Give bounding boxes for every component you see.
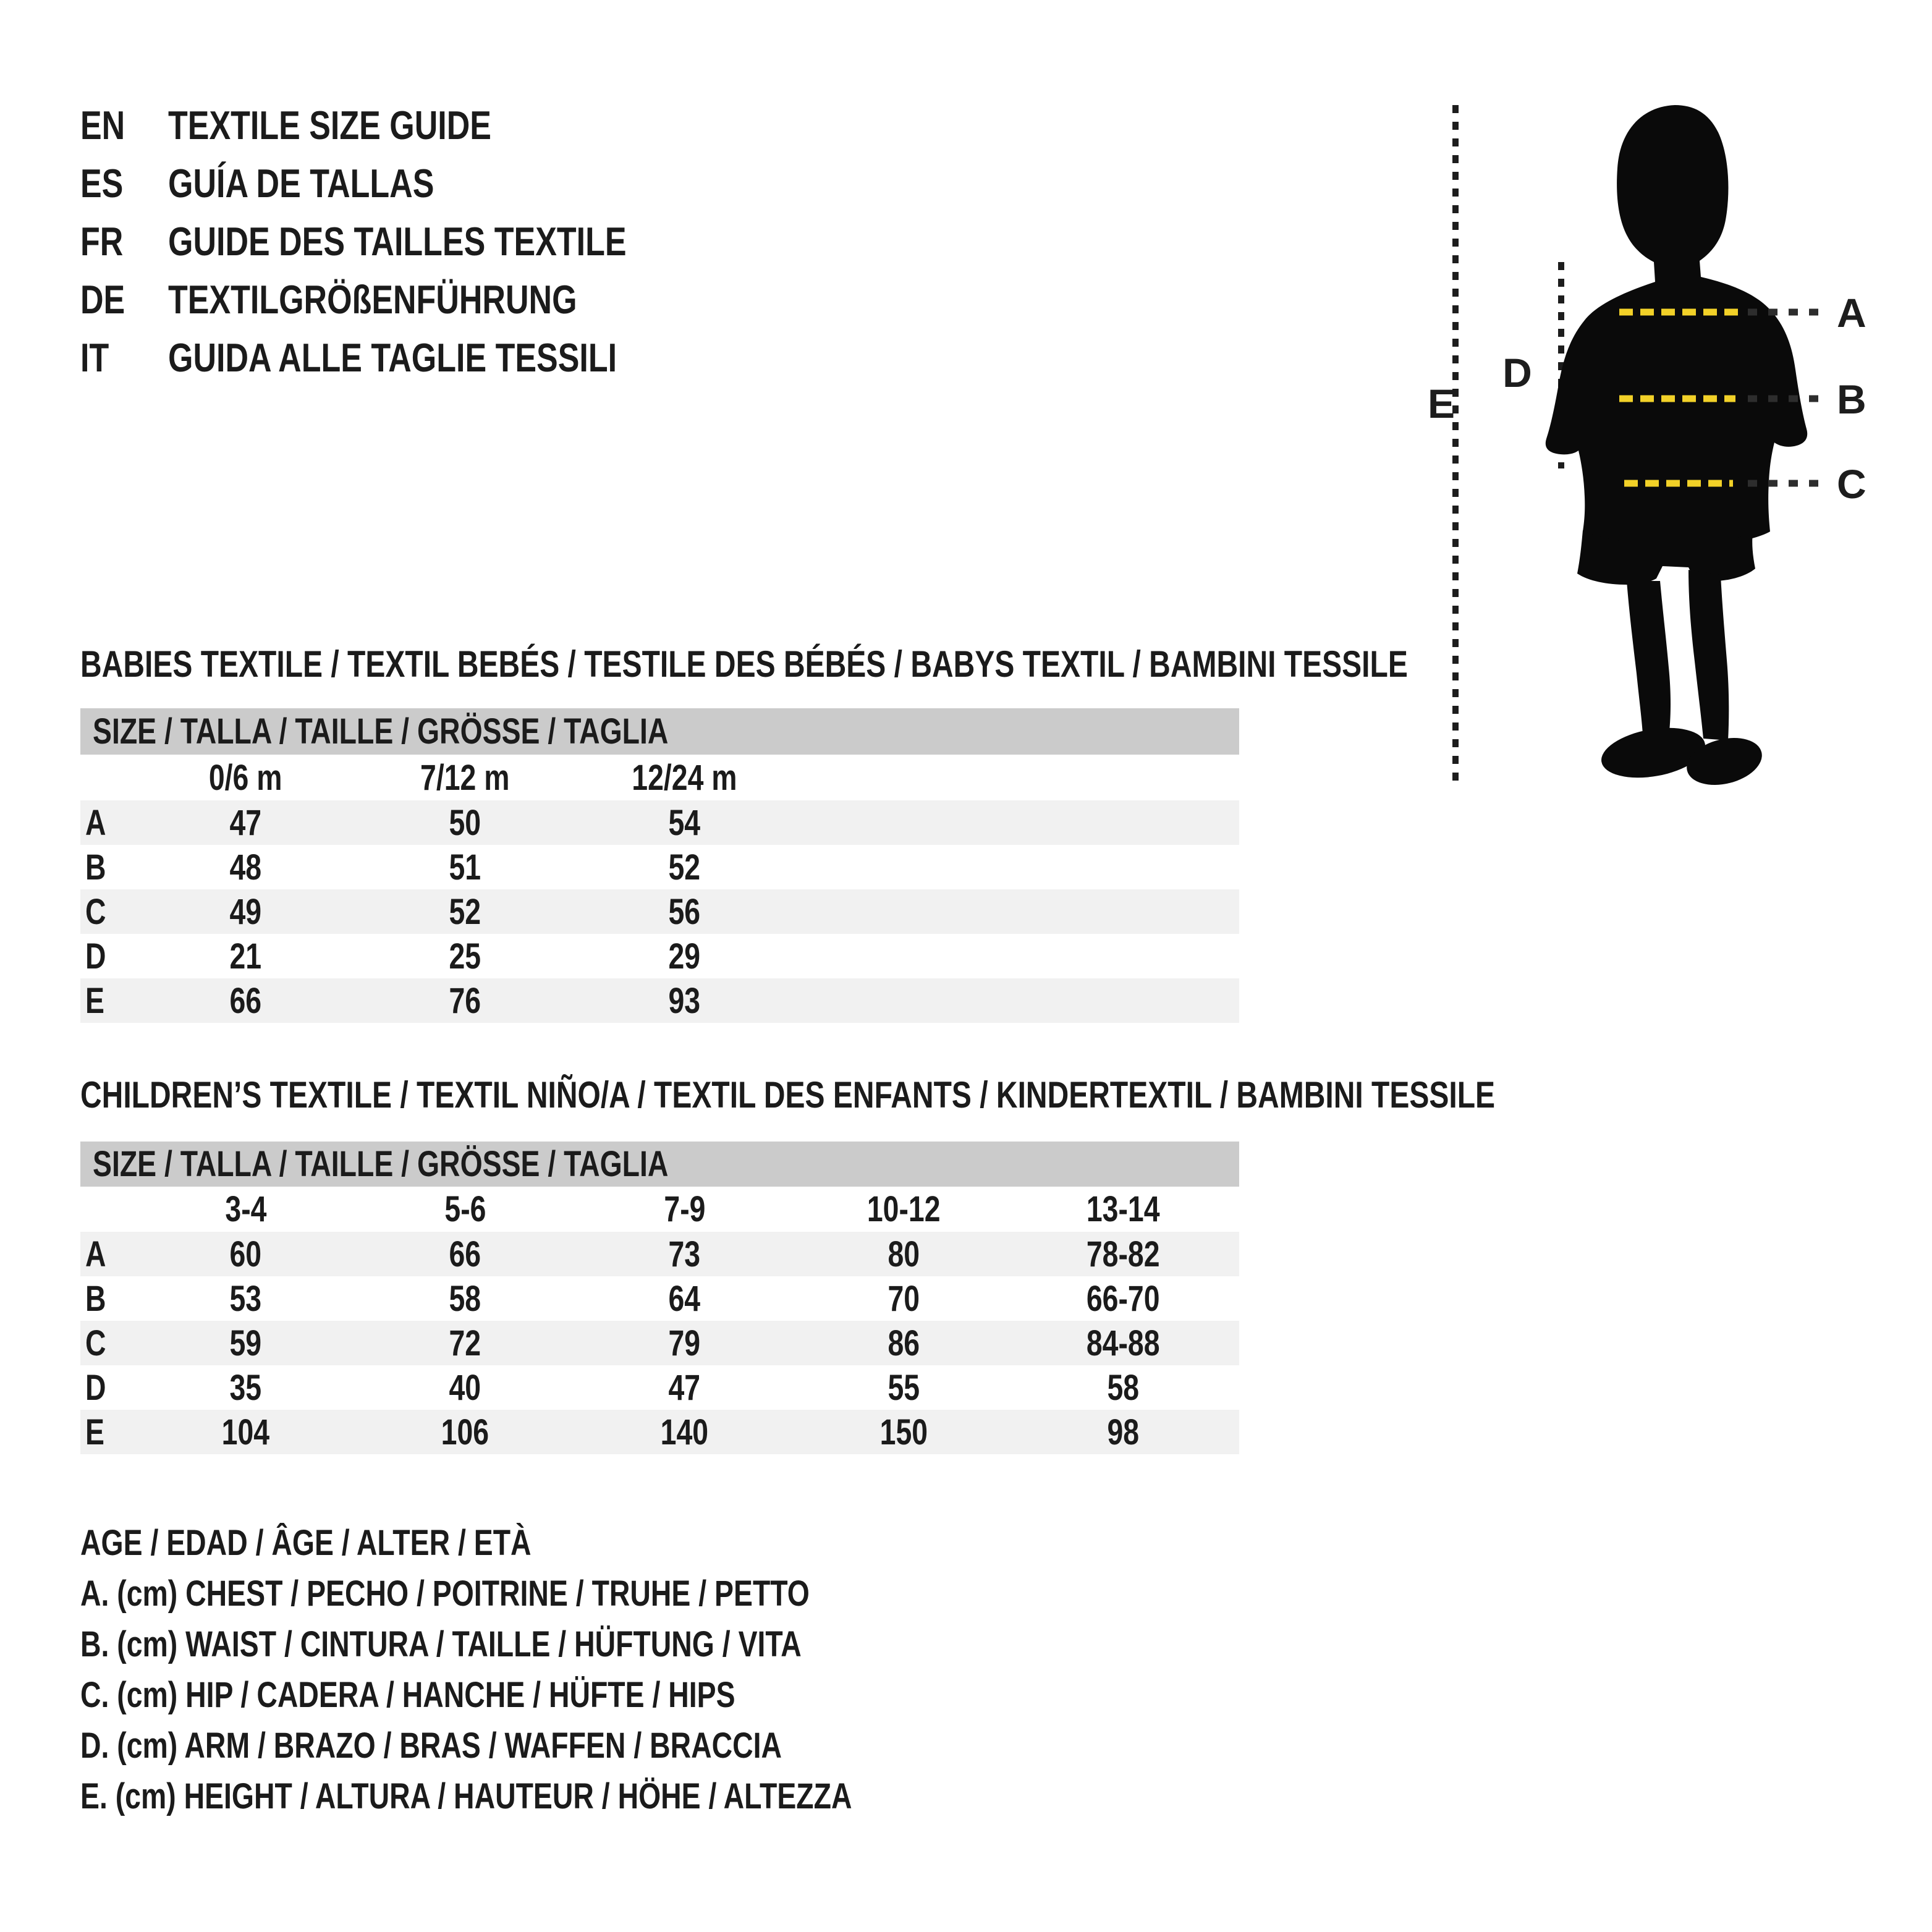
babies-col-7-12m: 7/12 m xyxy=(420,757,510,798)
guide-title-it: GUIDA ALLE TAGLIE TESSILI xyxy=(168,334,617,380)
guide-title-fr: GUIDE DES TAILLES TEXTILE xyxy=(168,218,627,264)
babies-col-12-24m: 12/24 m xyxy=(632,757,737,798)
legend-line-height: E. (cm) HEIGHT / ALTURA / HAUTEUR / HÖHE / ALTEZZA xyxy=(80,1776,852,1816)
lang-code: DE xyxy=(80,276,125,322)
babies-size-header-bar: SIZE / TALLA / TAILLE / GRÖSSE / TAGLIA xyxy=(80,708,1239,755)
lang-code: IT xyxy=(80,334,109,380)
children-size-table xyxy=(80,1142,1239,1454)
label-c: C xyxy=(1837,461,1866,507)
lang-row-es xyxy=(80,154,741,212)
label-e: E xyxy=(1427,381,1455,426)
label-b: B xyxy=(1837,376,1866,422)
table-row: C 59 72 79 86 84-88 xyxy=(80,1321,1239,1365)
table-row: A 47 50 54 xyxy=(80,800,1239,845)
table-row: D 21 25 29 xyxy=(85,936,701,977)
children-size-header-bar: SIZE / TALLA / TAILLE / GRÖSSE / TAGLIA xyxy=(80,1142,1239,1187)
lang-code: EN xyxy=(80,102,125,148)
children-column-header-row xyxy=(80,1187,1239,1232)
guide-title-es: GUÍA DE TALLAS xyxy=(168,160,434,206)
guide-title-de: TEXTILGRÖßENFÜHRUNG xyxy=(168,276,577,322)
babies-column-header-row xyxy=(80,755,1239,800)
table-row: E 104 106 140 150 98 xyxy=(80,1410,1239,1454)
legend-line-waist: B. (cm) WAIST / CINTURA / TAILLE / HÜFTUNG / VITA xyxy=(80,1624,802,1664)
table-row: E 66 76 93 xyxy=(80,978,1239,1023)
babies-size-table xyxy=(80,708,1239,1023)
babies-col-0-6m: 0/6 m xyxy=(209,757,282,798)
babies-section-title: BABIES TEXTILE / TEXTIL BEBÉS / TESTILE DES BÉBÉS / BABYS TEXTIL / BAMBINI TESSILE xyxy=(80,643,1408,685)
lang-row-de xyxy=(80,270,741,328)
legend-line-chest: A. (cm) CHEST / PECHO / POITRINE / TRUHE / PETTO xyxy=(80,1573,810,1614)
children-col-13-14: 13-14 xyxy=(1087,1189,1160,1229)
children-col-5-6: 5-6 xyxy=(444,1189,486,1229)
guide-title-en: TEXTILE SIZE GUIDE xyxy=(168,102,491,148)
legend-line-hip: C. (cm) HIP / CADERA / HANCHE / HÜFTE / HIPS xyxy=(80,1674,735,1715)
children-col-3-4: 3-4 xyxy=(224,1189,267,1229)
children-col-7-9: 7-9 xyxy=(663,1189,706,1229)
child-silhouette-icon xyxy=(1546,105,1807,791)
label-d: D xyxy=(1502,350,1532,396)
table-row: B 53 58 64 70 66-70 xyxy=(85,1278,1160,1319)
legend-line-age: AGE / EDAD / ÂGE / ALTER / ETÀ xyxy=(80,1522,532,1563)
legend-line-arm: D. (cm) ARM / BRAZO / BRAS / WAFFEN / BRACCIA xyxy=(80,1725,782,1766)
children-col-10-12: 10-12 xyxy=(867,1189,941,1229)
table-row: B 48 51 52 xyxy=(85,847,701,888)
table-row: C 49 52 56 xyxy=(80,889,1239,934)
lang-row-it xyxy=(80,328,741,386)
table-row: A 60 66 73 80 78-82 xyxy=(80,1232,1239,1276)
language-header xyxy=(80,96,741,386)
children-section-title: CHILDREN’S TEXTILE / TEXTIL NIÑO/A / TEXTIL DES ENFANTS / KINDERTEXTIL / BAMBINI TESSILE xyxy=(80,1074,1496,1116)
label-a: A xyxy=(1837,290,1866,336)
table-row: D 35 40 47 55 58 xyxy=(85,1367,1140,1408)
lang-code: ES xyxy=(80,160,124,206)
lang-row-fr xyxy=(80,212,741,270)
lang-row-en xyxy=(80,96,741,154)
lang-code: FR xyxy=(80,218,124,264)
measurement-legend xyxy=(80,1517,1045,1821)
